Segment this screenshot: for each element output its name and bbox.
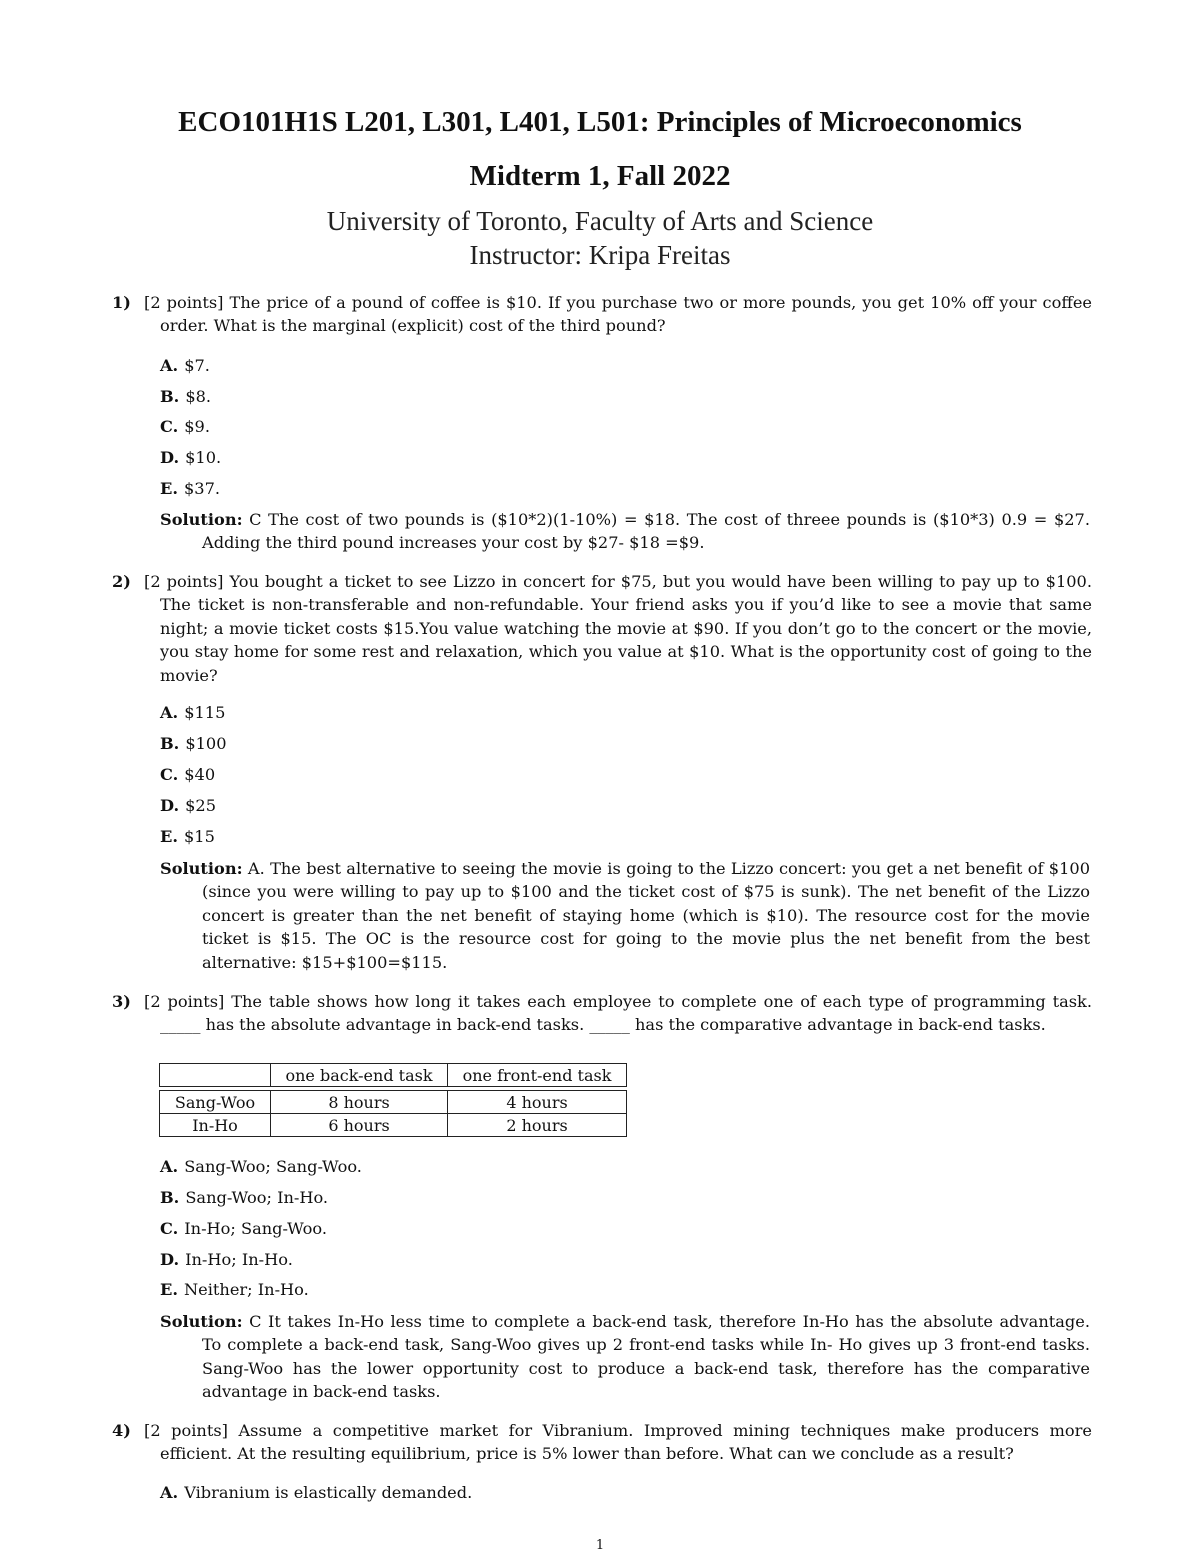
table-cell: 8 hours — [271, 1091, 448, 1114]
question-stem — [144, 990, 1092, 1037]
solution-1 — [160, 508, 1090, 555]
option-c: C. In-Ho; Sang-Woo. — [160, 1219, 328, 1238]
solution-2 — [160, 857, 1090, 974]
question-text: The table shows how long it takes each employee to complete one of each type of programming task. _____ has the absolute advantage in back-end tasks. _____ has the comparative advantage in back-end tasks. — [160, 992, 1092, 1035]
question-4 — [112, 1419, 1092, 1466]
option-c: C. $9. — [160, 417, 210, 436]
table-row — [160, 1091, 627, 1114]
solution-text: A. The best alternative to seeing the movie is going to the Lizzo concert: you get a net benefit of $100 (since you were willing to pay up to $100 and the ticket cost of $75 is sunk). The net benefit of the Lizzo concert is greater than the net benefit of staying home (which is $10). The resource cost for the movie ticket is $15. The OC is the resource cost for going to the movie plus the net benefit from the best alternative: $15+$100=$115. — [202, 859, 1091, 972]
option-d: D. $10. — [160, 448, 222, 467]
university-line: University of Toronto, Faculty of Arts and Science — [326, 206, 874, 236]
exam-subtitle: Midterm 1, Fall 2022 — [469, 160, 731, 192]
solution-text: C It takes In-Ho less time to complete a back-end task, therefore In-Ho has the absolute advantage. To complete a back-end task, Sang-Woo gives up 2 front-end tasks while In- Ho gives up 3 front-end tasks. Sang-Woo has the lower opportunity cost to produce a back-end task, therefore has the comparative advantage in back-end tasks. — [202, 1312, 1090, 1402]
table-header-row — [160, 1064, 627, 1087]
table-header-cell — [160, 1064, 271, 1087]
option-a: A. Vibranium is elastically demanded. — [160, 1483, 473, 1502]
question-stem — [144, 291, 1092, 338]
table-header-cell: one front-end task — [448, 1064, 627, 1087]
question-number: 1) — [112, 293, 131, 312]
table-cell: Sang-Woo — [160, 1091, 271, 1114]
option-b: B. $100 — [160, 734, 227, 753]
question-points: [2 points] — [144, 572, 224, 591]
option-a: A. $115 — [160, 703, 226, 722]
question-text: Assume a competitive market for Vibranium. Improved mining techniques make producers more efficient. At the resulting equilibrium, price is 5% lower than before. What can we conclude as a result? — [160, 1421, 1092, 1464]
solution-label: Solution: — [160, 859, 243, 878]
table-cell: 2 hours — [448, 1114, 627, 1137]
option-d: D. In-Ho; In-Ho. — [160, 1250, 293, 1269]
exam-title: ECO101H1S L201, L301, L401, L501: Principles of Microeconomics — [178, 106, 1022, 138]
table-row — [160, 1114, 627, 1137]
question-text: The price of a pound of coffee is $10. If you purchase two or more pounds, you get 10% off your coffee order. What is the marginal (explicit) cost of the third pound? — [160, 293, 1092, 336]
option-e: E. $37. — [160, 479, 221, 498]
option-e: E. Neither; In-Ho. — [160, 1280, 309, 1299]
option-b: B. Sang-Woo; In-Ho. — [160, 1188, 329, 1207]
table-cell: In-Ho — [160, 1114, 271, 1137]
option-e: E. $15 — [160, 827, 215, 846]
option-c: C. $40 — [160, 765, 216, 784]
task-time-table — [159, 1063, 627, 1137]
question-points: [2 points] — [144, 992, 225, 1011]
option-a: A. $7. — [160, 356, 210, 375]
question-stem — [144, 1419, 1092, 1466]
question-3 — [112, 990, 1092, 1037]
solution-label: Solution: — [160, 510, 243, 529]
question-2 — [112, 570, 1092, 687]
table-header-cell: one back-end task — [271, 1064, 448, 1087]
question-number: 4) — [112, 1421, 131, 1440]
question-points: [2 points] — [144, 293, 224, 312]
question-stem — [144, 570, 1092, 687]
option-b: B. $8. — [160, 387, 212, 406]
option-a: A. Sang-Woo; Sang-Woo. — [160, 1157, 362, 1176]
table-cell: 6 hours — [271, 1114, 448, 1137]
question-points: [2 points] — [144, 1421, 228, 1440]
question-number: 2) — [112, 572, 131, 591]
solution-3 — [160, 1310, 1090, 1404]
question-text: You bought a ticket to see Lizzo in concert for $75, but you would have been willing to pay up to $100. The ticket is non-transferable and non-refundable. Your friend asks you if you’d like to see a movie that same night; a movie ticket costs $15.You value watching the movie at $90. If you don’t go to the concert or the movie, you stay home for some rest and relaxation, which you value at $10. What is the opportunity cost of going to the movie? — [160, 572, 1092, 685]
question-1 — [112, 291, 1092, 338]
solution-text: C The cost of two pounds is ($10*2)(1-10%) = $18. The cost of threee pounds is ($10*3) 0.9 = $27. Adding the third pound increases your cost by $27- $18 =$9. — [202, 510, 1090, 553]
table-cell: 4 hours — [448, 1091, 627, 1114]
question-number: 3) — [112, 992, 131, 1011]
page-number: 1 — [595, 1538, 605, 1553]
option-d: D. $25 — [160, 796, 217, 815]
instructor-line: Instructor: Kripa Freitas — [469, 240, 731, 270]
solution-label: Solution: — [160, 1312, 243, 1331]
